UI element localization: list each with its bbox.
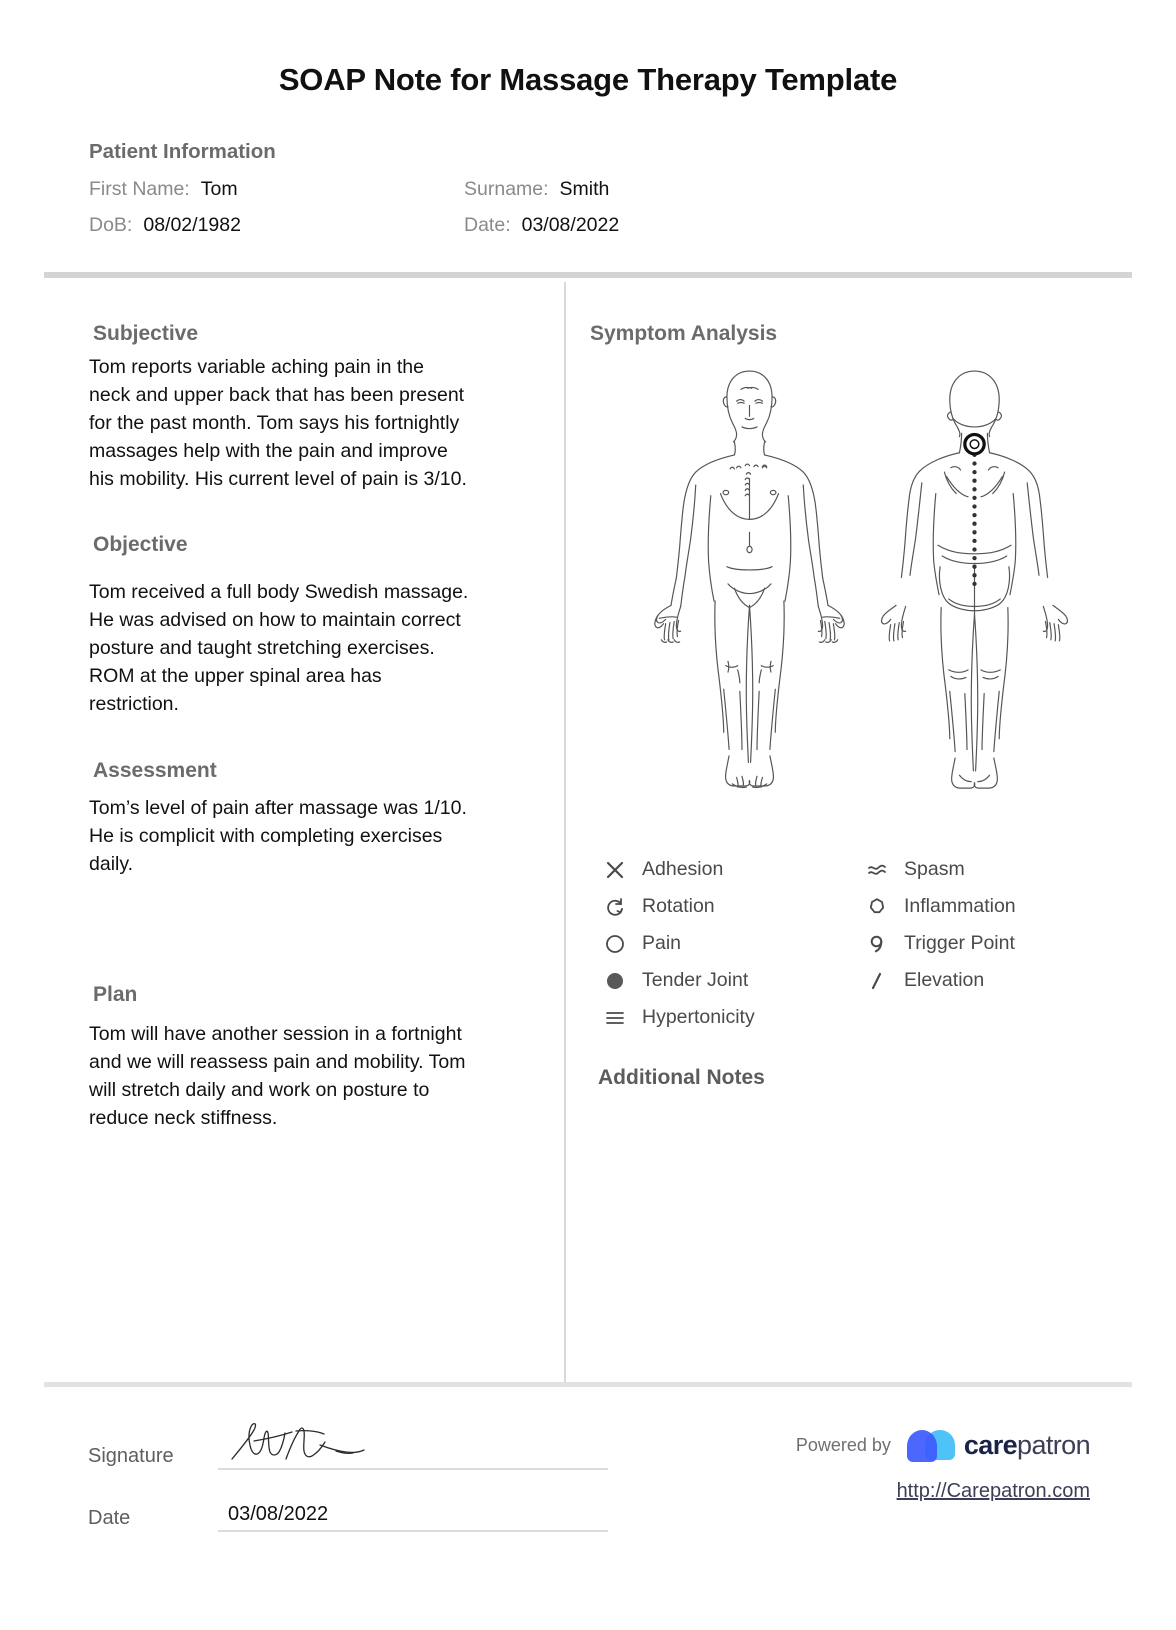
footer-divider [44,1382,1132,1387]
legend-label-rotation: Rotation [642,895,715,917]
legend-item-pain[interactable] [598,925,860,962]
legend-label-hypertonicity: Hypertonicity [642,1006,755,1028]
legend-label-spasm: Spasm [904,858,965,880]
tender-joint-filled-circle-icon [598,967,632,995]
header-divider [44,272,1132,278]
legend-item-inflammation[interactable] [860,888,1122,925]
objective-text[interactable]: Tom received a full body Swedish massage. He was advised on how to maintain correct posture and taught stretching exercises. ROM at the upper spinal area has restriction. [89,581,469,715]
symptom-analysis-heading: Symptom Analysis [590,322,778,345]
surname-field[interactable] [464,178,609,201]
patient-name-row [89,178,1176,201]
legend-item-hypertonicity[interactable] [598,999,860,1036]
legend-column-left [598,851,860,1036]
spasm-wave-icon [860,856,894,884]
legend-item-spasm[interactable] [860,851,1122,888]
symptom-analysis-column [566,282,1132,1382]
assessment-text[interactable]: Tom’s level of pain after massage was 1/10. He is complicit with completing exercises daily. [89,796,467,875]
legend-label-adhesion: Adhesion [642,858,724,880]
surname-value: Smith [559,178,610,200]
carepatron-website-link[interactable]: http://Carepatron.com [896,1480,1090,1502]
subjective-section [89,322,564,493]
legend-item-rotation[interactable] [598,888,860,925]
plan-text[interactable]: Tom will have another session in a fortnight and we will reassess pain and mobility. Tom will stretch daily and work on posture to reduce neck stiffness. [89,1023,466,1129]
legend-item-trigger-point[interactable] [860,925,1122,962]
subjective-heading: Subjective [93,322,199,345]
trigger-point-icon [860,930,894,958]
signature-date-input[interactable] [218,1496,608,1532]
adhesion-x-icon [598,856,632,884]
legend-label-inflammation: Inflammation [904,895,1016,917]
plan-section [89,983,564,1133]
additional-notes-heading: Additional Notes [598,1066,765,1089]
legend-label-pain: Pain [642,932,682,954]
date-field[interactable] [464,214,619,237]
dob-label: DoB: [89,214,133,236]
legend-label-elevation: Elevation [904,969,985,991]
plan-heading: Plan [93,983,138,1007]
legend-item-tender-joint[interactable] [598,962,860,999]
brand-patron: patron [1017,1429,1090,1460]
body-diagram-anterior[interactable] [642,356,857,829]
date-label: Date: [464,214,511,236]
surname-label: Surname: [464,178,549,200]
inflammation-circle-icon [860,893,894,921]
signature-date-row [88,1496,608,1532]
signature-block [88,1434,608,1558]
patient-dates-row [89,214,1176,237]
assessment-heading: Assessment [93,758,217,782]
hypertonicity-lines-icon [598,1004,632,1032]
first-name-field[interactable] [89,178,464,201]
pain-circle-icon [598,930,632,958]
legend-label-tender-joint: Tender Joint [642,969,749,991]
objective-heading: Objective [93,533,188,557]
signature-input[interactable] [218,1434,608,1470]
powered-by-label: Powered by [795,1434,891,1455]
symptom-marking-pain [965,434,984,453]
body-diagrams [642,356,1132,829]
date-value: 03/08/2022 [521,214,620,236]
rotation-arrow-icon [598,893,632,921]
powered-by-block [760,1428,1090,1503]
objective-section [89,533,564,718]
symptom-legend [598,851,1132,1036]
signature-date-label: Date [88,1507,131,1529]
elevation-slash-icon [860,967,894,995]
subjective-text[interactable]: Tom reports variable aching pain in the neck and upper back that has been present for the past month. Tom says his fortnightly massages help with the pain and improve his mobility. His current level of pain is 3/10. [89,356,467,490]
carepatron-wordmark [964,1430,1090,1461]
assessment-section [89,759,564,879]
brand-row [760,1428,1090,1462]
additional-notes-input[interactable] [590,1090,1132,1350]
content-columns [44,282,1132,1382]
page-title: SOAP Note for Massage Therapy Template [278,62,898,97]
body-diagram-posterior[interactable] [867,356,1082,829]
first-name-label: First Name: [89,178,190,200]
brand-care: care [963,1429,1018,1460]
patient-information-section [0,140,1176,237]
first-name-value: Tom [200,178,238,200]
signature-date-value: 03/08/2022 [228,1503,329,1525]
legend-item-adhesion[interactable] [598,851,860,888]
soap-column [44,282,564,1382]
legend-column-right [860,851,1122,1036]
legend-item-elevation[interactable] [860,962,1122,999]
carepatron-logo-mark-icon [907,1428,955,1462]
dob-field[interactable] [89,214,464,237]
dob-value: 08/02/1982 [143,214,241,236]
carepatron-logo[interactable] [907,1428,1090,1462]
legend-label-trigger-point: Trigger Point [904,932,1015,954]
page-footer [44,1398,1132,1598]
patient-information-heading: Patient Information [89,140,276,163]
signature-label: Signature [88,1445,174,1467]
signature-row [88,1434,608,1470]
signature-mark [224,1419,399,1468]
